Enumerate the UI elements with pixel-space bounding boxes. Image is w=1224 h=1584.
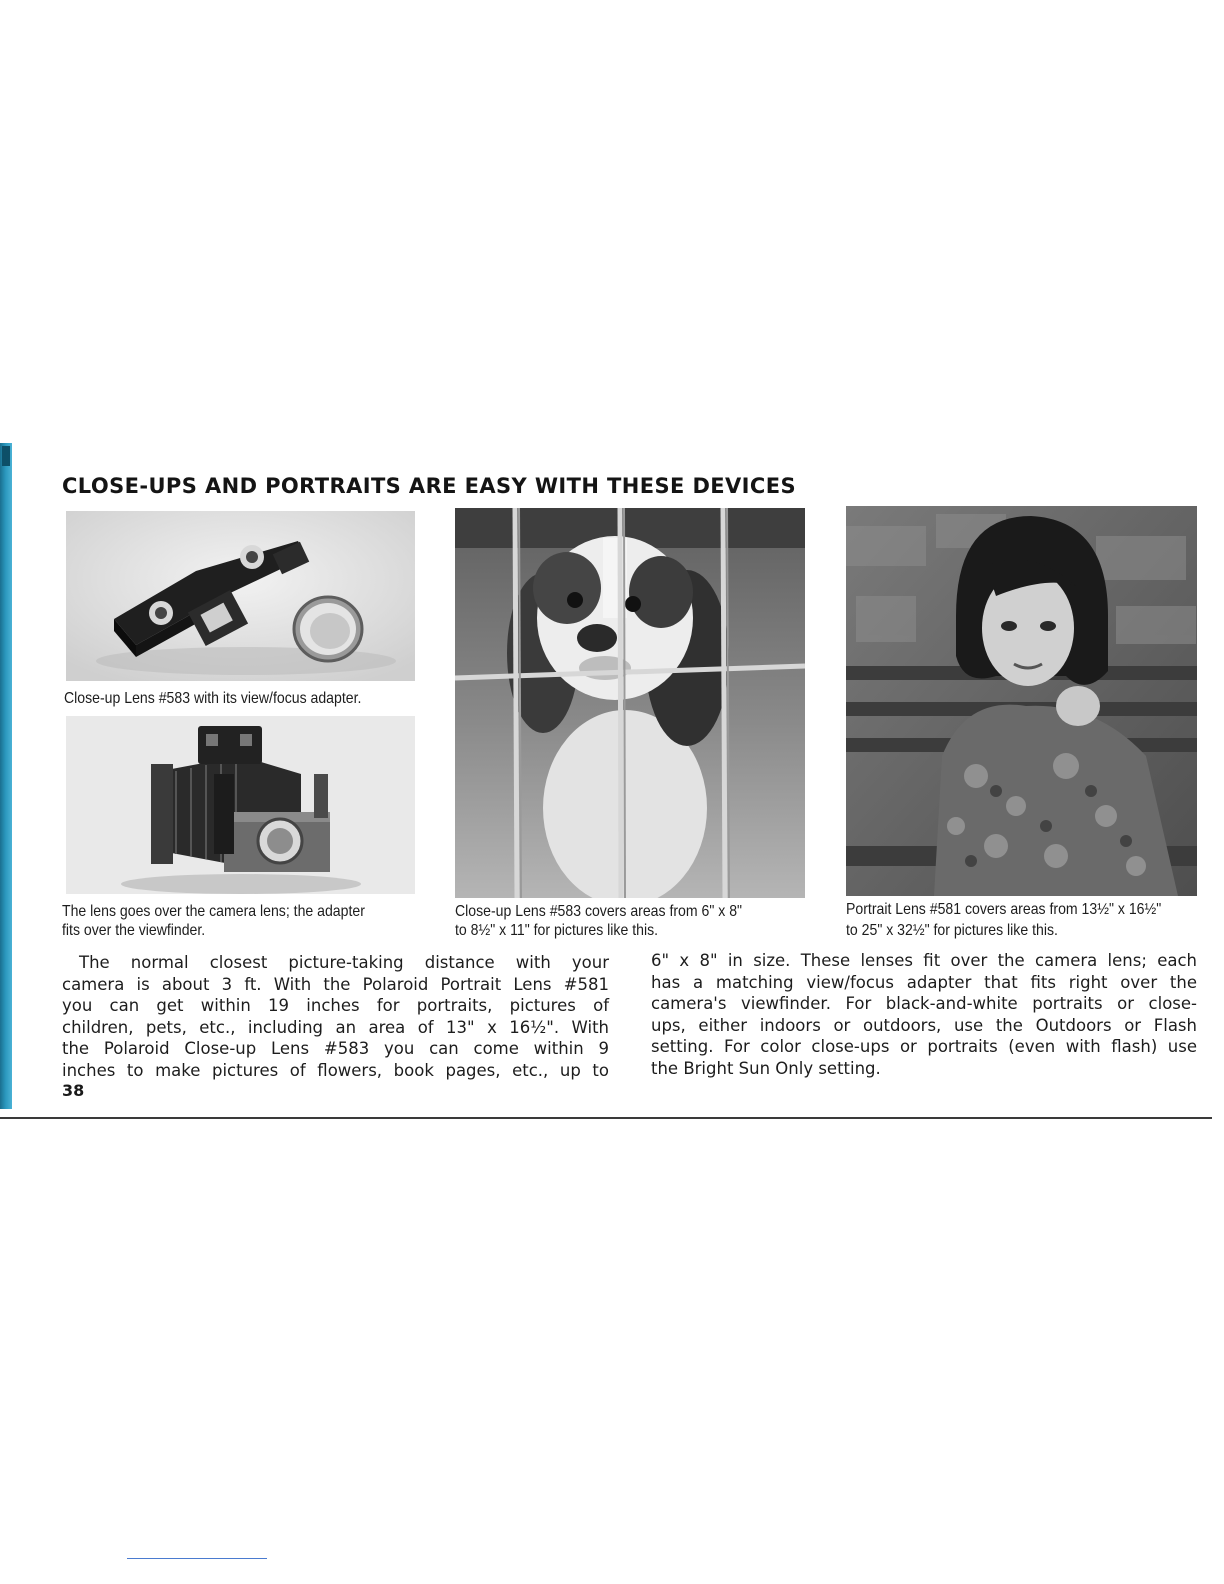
page-bottom-rule	[0, 1117, 1212, 1119]
body-left-line: the Polaroid Close-up Lens #583 you can come within 9	[62, 1039, 609, 1058]
body-right-line: the Bright Sun Only setting.	[651, 1058, 881, 1078]
footnote-rule	[127, 1558, 267, 1559]
caption-portrait-line-1: Portrait Lens #581 covers areas from 13½" x 16½"	[846, 901, 1162, 918]
body-right-line: camera's viewfinder. For black-and-white portraits or close-	[651, 994, 1197, 1013]
photo-portrait	[846, 506, 1197, 896]
caption-camera-line-1: The lens goes over the camera lens; the adapter	[62, 903, 365, 920]
body-right-line: setting. For color close-ups or portraits (even with flash) use	[651, 1037, 1197, 1056]
body-left-line: you can get within 19 inches for portraits, pictures of	[62, 996, 609, 1015]
body-left-line: The normal closest picture-taking distance with your	[79, 953, 609, 972]
caption-camera-line-2: fits over the viewfinder.	[62, 922, 206, 939]
caption-portrait-line-2: to 25" x 32½" for pictures like this.	[846, 922, 1058, 939]
body-left-line: children, pets, etc., including an area of 13" x 16½". With	[62, 1017, 609, 1037]
caption-puppy-line-2: to 8½" x 11" for pictures like this.	[455, 922, 659, 939]
body-text-left-column	[62, 952, 609, 1081]
page-heading: CLOSE-UPS AND PORTRAITS ARE EASY WITH THESE DEVICES	[62, 474, 796, 498]
body-left-line: inches to make pictures of flowers, book pages, etc., up to	[62, 1060, 609, 1080]
body-right-line: ups, either indoors or outdoors, use the Outdoors or Flash	[651, 1015, 1197, 1035]
body-text-right-column	[651, 950, 1197, 1079]
caption-puppy-line-1: Close-up Lens #583 covers areas from 6" x 8"	[455, 903, 743, 920]
photo-camera	[66, 716, 415, 894]
caption-lens-adapter: Close-up Lens #583 with its view/focus adapter.	[64, 690, 362, 707]
page-edge-strip-cap	[2, 446, 10, 466]
page-number: 38	[62, 1081, 85, 1100]
photo-puppy	[455, 508, 805, 898]
body-right-line: has a matching view/focus adapter that fits right over the	[651, 972, 1197, 992]
body-right-line: 6" x 8" in size. These lenses fit over the camera lens; each	[651, 951, 1197, 970]
page-edge-strip	[0, 443, 12, 1109]
body-left-line: camera is about 3 ft. With the Polaroid Portrait Lens #581	[62, 974, 609, 994]
photo-lens-adapter	[66, 511, 415, 681]
